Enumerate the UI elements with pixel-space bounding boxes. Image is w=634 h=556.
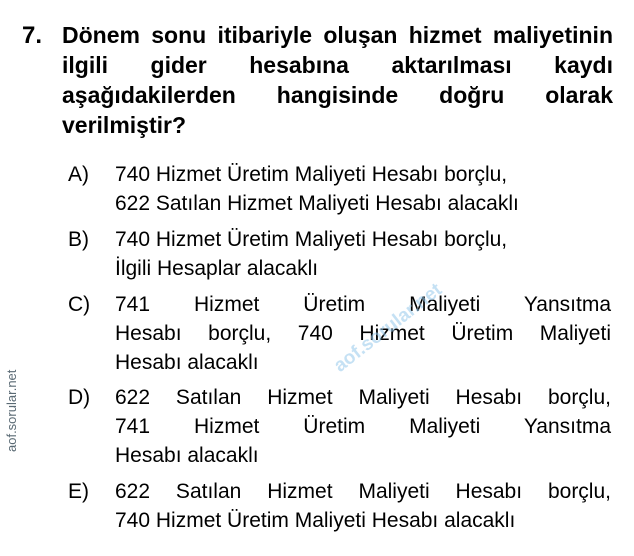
option-d-line-1: 622 Satılan Hizmet Maliyeti Hesabı borçlu,	[115, 386, 611, 409]
option-c-line-2: Hesabı borçlu, 740 Hizmet Üretim Maliyeti	[115, 322, 611, 345]
option-b-letter: B)	[68, 228, 89, 251]
option-e-line-1: 622 Satılan Hizmet Maliyeti Hesabı borçlu,	[115, 480, 611, 503]
question-number: 7.	[22, 22, 43, 49]
option-b-line-2: İlgili Hesaplar alacaklı	[115, 257, 319, 280]
option-e-letter: E)	[68, 480, 89, 503]
option-d-text	[115, 383, 611, 470]
option-d-letter: D)	[68, 386, 91, 409]
option-c-line-1: 741 Hizmet Üretim Maliyeti Yansıtma	[115, 293, 611, 316]
option-c-line-3: Hesabı alacaklı	[115, 351, 259, 374]
option-e-text	[115, 477, 611, 535]
option-d-line-2: 741 Hizmet Üretim Maliyeti Yansıtma	[115, 415, 611, 438]
diagonal-watermark: aof.sorular.net	[330, 279, 447, 377]
option-c-letter: C)	[68, 293, 91, 316]
option-d-line-3: Hesabı alacaklı	[115, 444, 259, 467]
option-a-letter: A)	[68, 163, 89, 186]
side-watermark: aof.sorular.net	[4, 369, 19, 452]
option-a-text	[115, 160, 611, 218]
option-a-line-2: 622 Satılan Hizmet Maliyeti Hesabı alacaklı	[115, 192, 519, 215]
option-e-line-2: 740 Hizmet Üretim Maliyeti Hesabı alacaklı	[115, 509, 516, 532]
question-stem: Dönem sonu itibariyle oluşan hizmet maliyetinin ilgili gider hesabına aktarılması kaydı aşağıdakilerden hangisinde doğru olarak verilmiştir?	[62, 22, 613, 138]
option-b-text	[115, 225, 611, 283]
option-b-line-1: 740 Hizmet Üretim Maliyeti Hesabı borçlu,	[115, 228, 508, 251]
option-a-line-1: 740 Hizmet Üretim Maliyeti Hesabı borçlu,	[115, 163, 508, 186]
